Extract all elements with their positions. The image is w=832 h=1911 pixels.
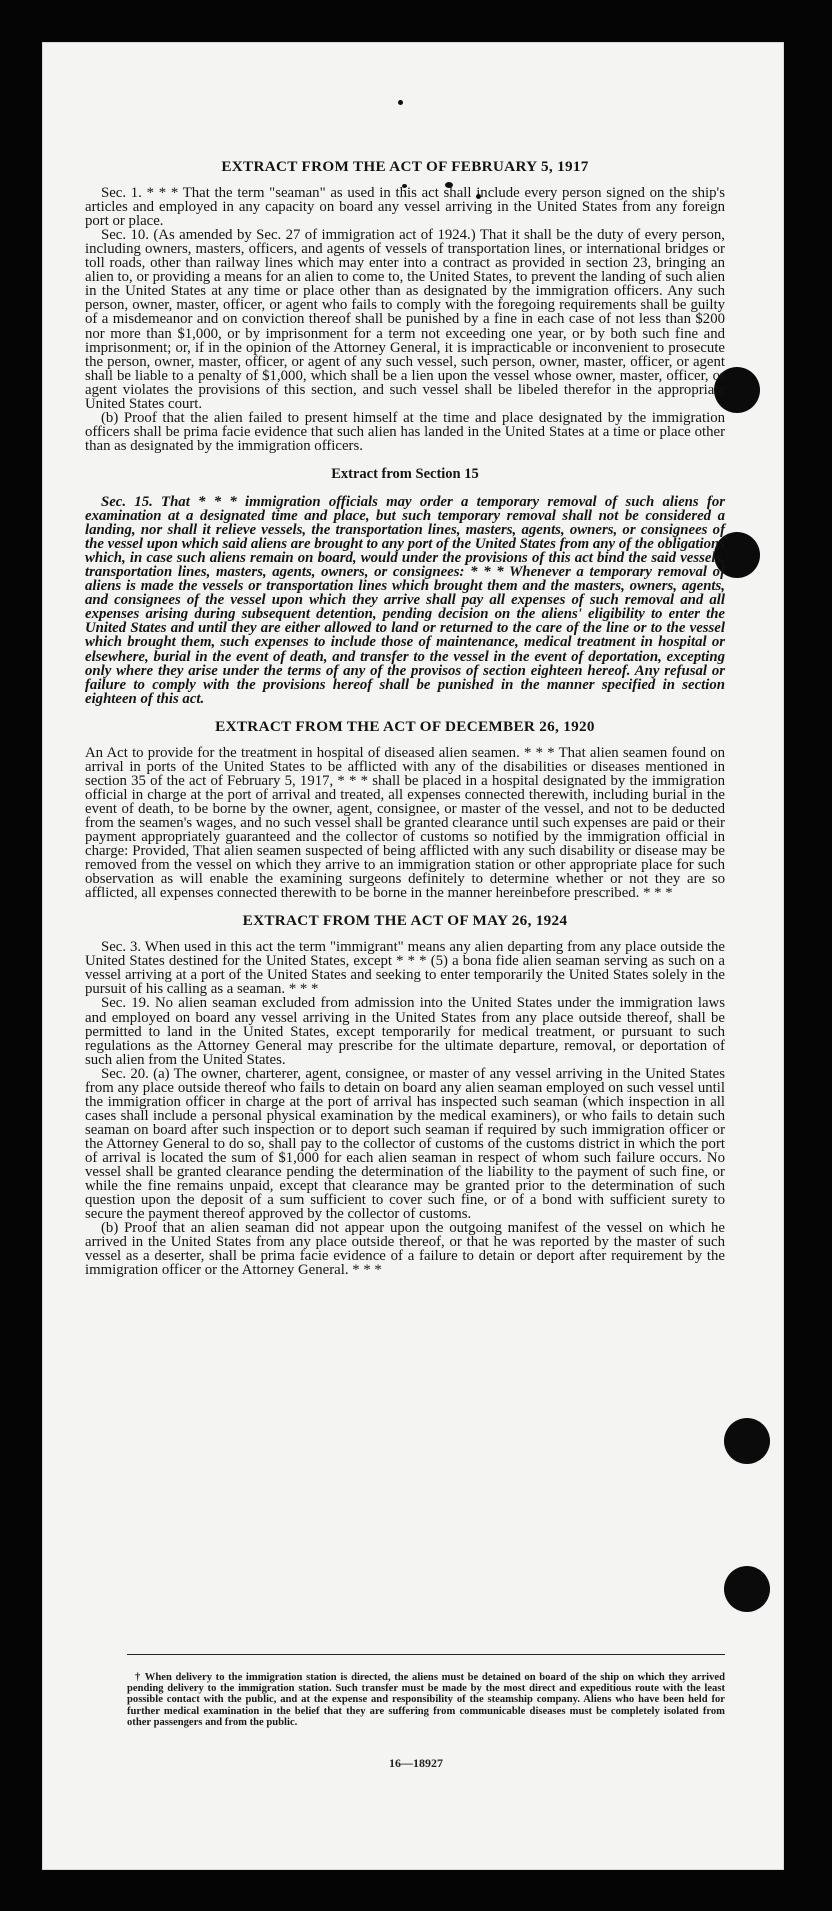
paragraph-sec-10: Sec. 10. (As amended by Sec. 27 of immigration act of 1924.) That it shall be the duty of every person, including owners, masters, officers, and agents of vessels of transportation lines, or international bridges or toll roads, other than railway lines which may enter into a contract as provided in section 23, bringing an alien to, or providing a means for an alien to come to, the United States, to prevent the landing of such alien in the United States at any time or place other than as designated by the immigration officers. Any such person, owner, master, officer, or agent who fails to comply with the foregoing requirements shall be guilty of a misdemeanor and on conviction thereof shall be punished by a fine in each case of not less than $200 nor more than $1,000, or by imprisonment for a term not exceeding one year, or by both such fine and imprisonment; or, if in the opinion of the Attorney General, it is impracticable or inconvenient to prosecute the person, owner, master, officer, or agent of any such vessel, such person, owner, master, officer, or agent shall be liable to a penalty of $1,000, which shall be a lien upon the vessel whose owner, master, officer, or agent violates the provisions of this section, and such vessel shall be libeled therefor in the appropriate United States court.	[85, 227, 725, 412]
punch-hole	[724, 1418, 770, 1464]
footnote	[127, 1672, 725, 1728]
page-number: 16—18927	[389, 1756, 443, 1770]
footnote-divider	[127, 1654, 725, 1655]
paragraph-sec-10b: (b) Proof that the alien failed to present himself at the time and place designated by the immigration officers shall be prima facie evidence that such alien has landed in the United States at a time or place other than as designated by the immigration officers.	[85, 409, 725, 454]
heading-act-1924: EXTRACT FROM THE ACT OF MAY 26, 1924	[242, 912, 568, 930]
paragraph-sec-1: Sec. 1. * * * That the term "seaman" as used in this act shall include every person signed on the ship's articles and employed in any capacity on board any vessel arriving in the United States from any foreign port or place.	[85, 185, 725, 230]
punch-hole	[724, 1566, 770, 1612]
paragraph-sec-15: Sec. 15. That * * * immigration officials may order a temporary removal of such aliens for examination at a designated time and place, but such temporary removal shall not be considered a landing, nor shall it relieve vessels, the transportation lines, masters, agents, owners, or consignees of the vessel upon which said aliens are brought to any port of the United States from any of the obligations which, in case such aliens remain on board, would under the provisions of this act bind the said vessels, transportation lines, masters, agents, owners, or consignees: * * * Whenever a temporary removal of aliens is made the vessels or transportation lines which brought them and the masters, owners, agents, and consignees of the vessel upon which they arrive shall pay all expenses of such removal and all expenses arising during subsequent detention, pending decision on the aliens' eligibility to enter the United States and until they are either allowed to land or returned to the care of the line or to the vessel which brought them, such expenses to include those of maintenance, medical treatment in hospital or elsewhere, burial in the event of death, and transfer to the vessel in the event of deportation, excepting only where they arise under the terms of any of the provisos of section eighteen hereof. Any refusal or failure to comply with the provisions hereof shall be punished in the manner specified in section eighteen of this act.	[85, 493, 725, 707]
footnote-text: † When delivery to the immigration station is directed, the aliens must be detained on board of the ship on which they arrived pending delivery to the immigration station. Such transfer must be made by the most direct and expeditious route with the least possible contact with the public, and at the expense and responsibility of the steamship company. Aliens who have been held for further medical examination in the belief that they are suffering from communicable diseases must be completely isolated from other passengers and from the public.	[127, 1672, 725, 1728]
document-body	[85, 160, 725, 1277]
heading-act-1920: EXTRACT FROM THE ACT OF DECEMBER 26, 1920	[215, 717, 595, 735]
header-ink-mark	[398, 100, 403, 105]
paragraph-sec-20b: (b) Proof that an alien seaman did not appear upon the outgoing manifest of the vessel on which he arrived in the United States from any place outside thereof, or that he was reported by the master of such vessel as a deserter, shall be prima facie evidence of a failure to detain or deport after requirement by the immigration officer or the Attorney General. * * *	[85, 1220, 725, 1279]
paragraph-act-1920: An Act to provide for the treatment in hospital of diseased alien seamen. * * * That alien seamen found on arrival in ports of the United States to be afflicted with any of the disabilities or diseases mentioned in section 35 of the act of February 5, 1917, * * * shall be placed in a hospital designated by the immigration official in charge at the port of arrival and treated, all expenses connected therewith, including burial in the event of death, to be borne by the owner, agent, consignee, or master of the vessel, and not to be deducted from the seamen's wages, and no such vessel shall be granted clearance until such expenses are paid or their payment appropriately guaranteed and the collector of customs so notified by the immigration official in charge: Provided, That alien seamen suspected of being afflicted with any such disability or disease may be removed from the vessel on which they arrive to an immigration station or other appropriate place for such observation as will enable the examining surgeons definitely to determine whether or not they are so afflicted, all expenses connected therewith to be borne in the manner hereinbefore prescribed. * * *	[85, 744, 725, 902]
heading-act-1917: EXTRACT FROM THE ACT OF FEBRUARY 5, 1917	[221, 158, 589, 175]
paragraph-sec-20: Sec. 20. (a) The owner, charterer, agent, consignee, or master of any vessel arriving in the United States from any place outside thereof who fails to detain on board any alien seaman employed on such vessel until the immigration officer in charge at the port of arrival has inspected such seaman (which inspection in all cases shall include a personal physical examination by the medical examiners), or who fails to detain such seaman on board after such inspection or to deport such seaman if required by such immigration officer or the Attorney General to do so, shall pay to the collector of customs of the customs district in which the port of arrival is located the sum of $1,000 for each alien seaman in respect of whom such failure occurs. No vessel shall be granted clearance pending the determination of the liability to the payment of such fine, or while the fine remains unpaid, except that clearance may be granted prior to the determination of such question upon the deposit of a sum sufficient to cover such fine, or of a bond with sufficient surety to secure the payment thereof approved by the collector of customs.	[85, 1065, 725, 1223]
heading-section-15: Extract from Section 15	[331, 465, 479, 482]
paragraph-sec-19: Sec. 19. No alien seaman excluded from admission into the United States under the immigration laws and employed on board any vessel arriving in the United States from any place outside thereof, shall be permitted to land in the United States, except temporarily for medical treatment, or pursuant to such regulations as the Attorney General may prescribe for the ultimate departure, removal, or deportation of such alien from the United States.	[85, 995, 725, 1068]
paragraph-sec-3: Sec. 3. When used in this act the term "immigrant" means any alien departing from any place outside the United States destined for the United States, except * * * (5) a bona fide alien seaman serving as such on a vessel arriving at a port of the United States and seeking to enter temporarily the United States solely in the pursuit of his calling as a seaman. * * *	[85, 939, 725, 998]
